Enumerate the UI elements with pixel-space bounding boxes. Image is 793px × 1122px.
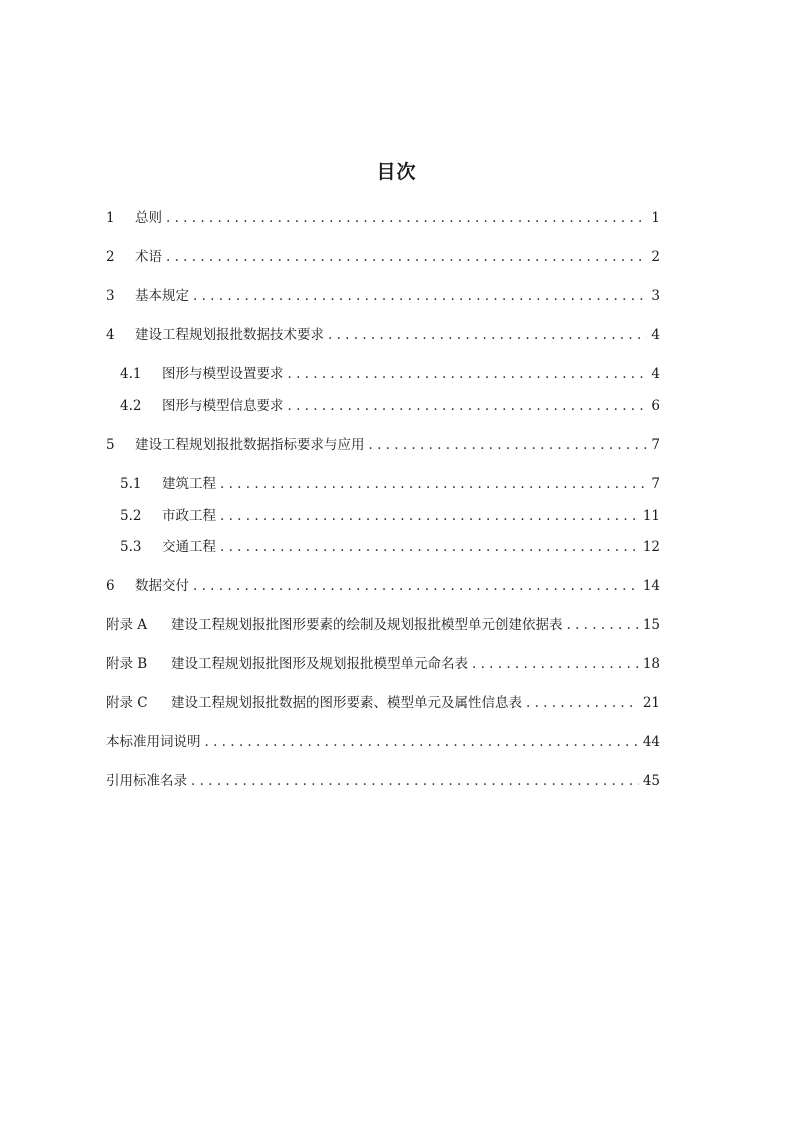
toc-entry[interactable] [106, 576, 660, 596]
toc-number: 5 [106, 437, 115, 453]
toc-title: 交通工程 [162, 539, 216, 555]
toc-number: 5.1 [120, 476, 142, 492]
toc-title: 引用标准名录 [106, 773, 187, 789]
dot-leader [328, 325, 647, 345]
dot-leader [166, 247, 647, 267]
toc-entry[interactable] [106, 537, 660, 557]
toc-page-number: 12 [642, 539, 660, 555]
dot-leader [193, 576, 639, 596]
dot-leader [220, 506, 639, 526]
toc-entry[interactable] [106, 364, 660, 384]
toc-number: 2 [106, 249, 115, 265]
dot-leader [220, 474, 647, 494]
toc-page-number: 44 [642, 734, 660, 750]
toc-title: 建设工程规划报批数据的图形要素、模型单元及属性信息表 [171, 695, 522, 711]
toc-page-number: 3 [651, 288, 660, 304]
toc-number: 4 [106, 327, 115, 343]
toc-number: 附录 C [106, 695, 148, 711]
toc-page-number: 18 [642, 656, 660, 672]
toc-entry[interactable] [106, 208, 660, 228]
toc-number: 5.3 [120, 539, 142, 555]
toc-entry[interactable] [106, 732, 660, 752]
toc-title: 总则 [135, 210, 162, 226]
dot-leader [166, 208, 647, 228]
toc-number: 6 [106, 578, 115, 594]
toc-number: 3 [106, 288, 115, 304]
toc-number: 5.2 [120, 508, 142, 524]
dot-leader [526, 693, 639, 713]
toc-entry[interactable] [106, 247, 660, 267]
dot-leader [193, 286, 647, 306]
dot-leader [567, 615, 639, 635]
toc-title: 建设工程规划报批数据技术要求 [135, 327, 324, 343]
toc-page-number: 11 [642, 508, 660, 524]
toc-entry[interactable] [106, 615, 660, 635]
toc-title: 建筑工程 [162, 476, 216, 492]
page-title: 目次 [376, 161, 417, 183]
toc-title: 建设工程规划报批图形要素的绘制及规划报批模型单元创建依据表 [171, 617, 563, 633]
toc-page-number: 7 [651, 437, 660, 453]
toc-entry[interactable] [106, 771, 660, 791]
dot-leader [205, 732, 639, 752]
toc-title: 图形与模型设置要求 [162, 366, 284, 382]
toc-entry[interactable] [106, 693, 660, 713]
toc-page-number: 4 [651, 366, 660, 382]
toc-title: 市政工程 [162, 508, 216, 524]
toc-title: 术语 [135, 249, 162, 265]
toc-number: 附录 A [106, 617, 148, 633]
toc-page-number: 45 [642, 773, 660, 789]
toc-number: 4.1 [120, 366, 142, 382]
toc-page-number: 6 [651, 398, 660, 414]
toc-page-number: 7 [651, 476, 660, 492]
dot-leader [472, 654, 639, 674]
dot-leader [191, 771, 639, 791]
toc-number: 4.2 [120, 398, 142, 414]
toc-entry[interactable] [106, 286, 660, 306]
toc-title: 基本规定 [135, 288, 189, 304]
toc-number: 附录 B [106, 656, 148, 672]
toc-entry[interactable] [106, 435, 660, 455]
dot-leader [288, 396, 648, 416]
toc-page-number: 1 [651, 210, 660, 226]
toc-entry[interactable] [106, 474, 660, 494]
dot-leader [369, 435, 648, 455]
toc-page-number: 4 [651, 327, 660, 343]
toc-entry[interactable] [106, 325, 660, 345]
dot-leader [288, 364, 648, 384]
toc-page-number: 21 [642, 695, 660, 711]
toc-entry[interactable] [106, 654, 660, 674]
toc-title: 建设工程规划报批图形及规划报批模型单元命名表 [171, 656, 468, 672]
toc-title: 图形与模型信息要求 [162, 398, 284, 414]
toc-entry[interactable] [106, 396, 660, 416]
toc-title: 数据交付 [135, 578, 189, 594]
toc-entry[interactable] [106, 506, 660, 526]
toc-title: 本标准用词说明 [106, 734, 201, 750]
toc-page-number: 14 [642, 578, 660, 594]
toc-page-number: 15 [642, 617, 660, 633]
toc-page-number: 2 [651, 249, 660, 265]
toc-number: 1 [106, 210, 115, 226]
dot-leader [220, 537, 639, 557]
toc-title: 建设工程规划报批数据指标要求与应用 [135, 437, 365, 453]
